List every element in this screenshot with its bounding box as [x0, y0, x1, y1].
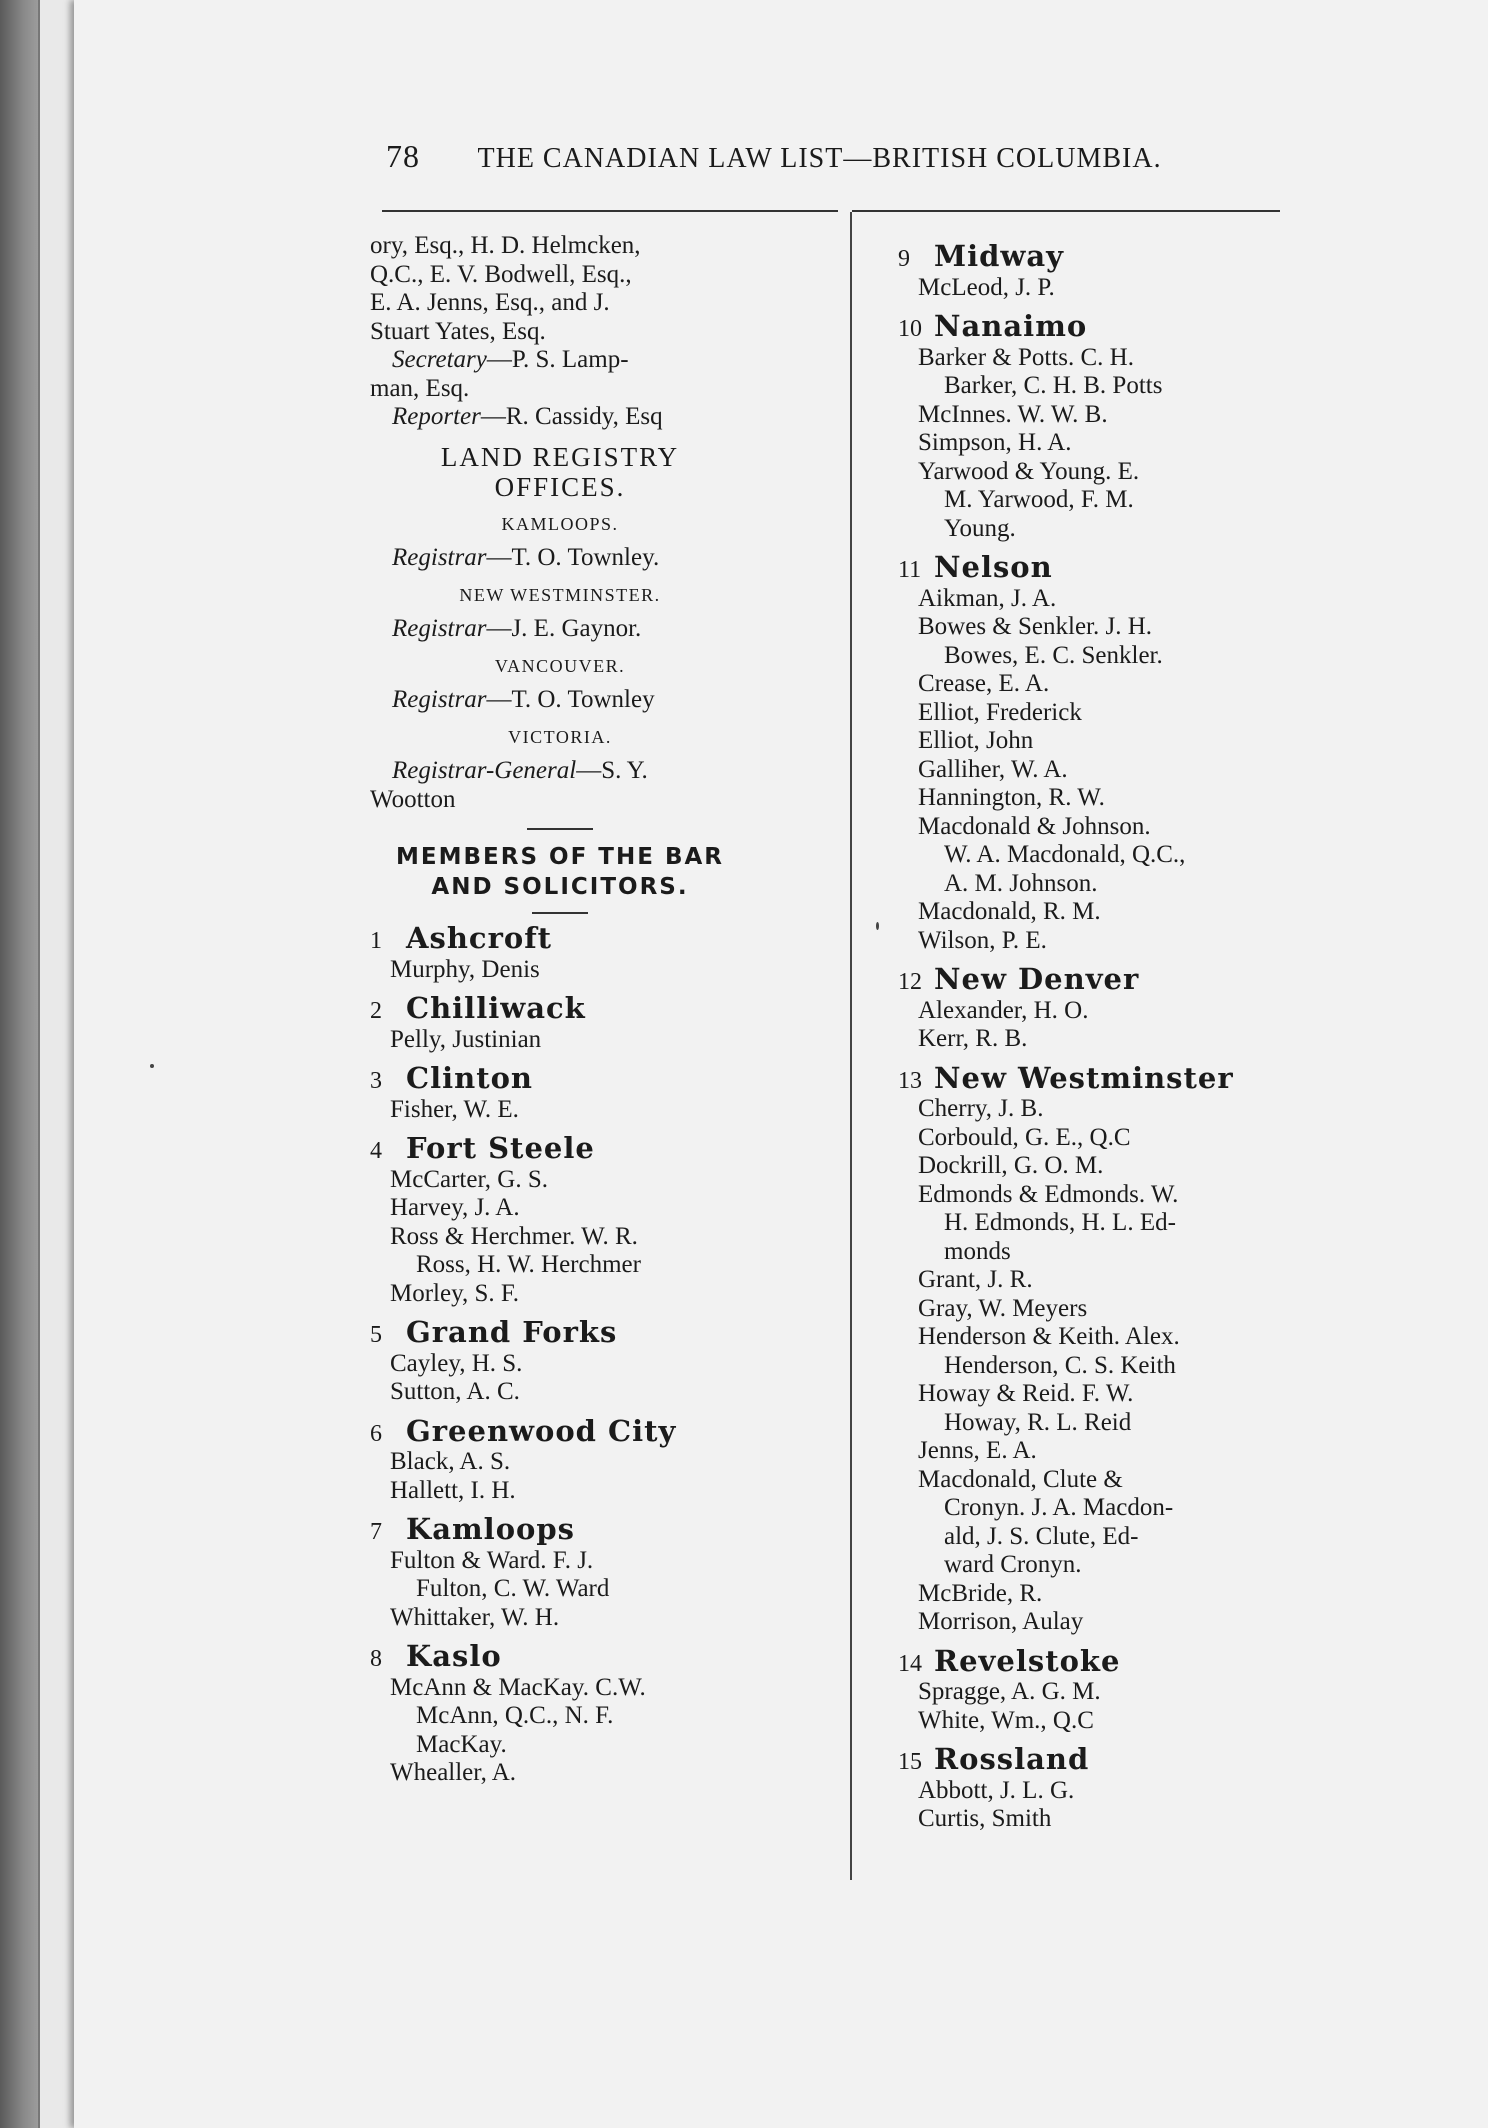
solicitor-entry: Curtis, Smith — [918, 1805, 1052, 1832]
town-name: Ashcroft — [406, 921, 553, 955]
town-heading — [370, 1639, 750, 1674]
solicitor-entry: Aikman, J. A. — [918, 584, 1057, 612]
members-heading: MEMBERS OF THE BAR AND SOLICITORS. — [396, 844, 724, 900]
right-column — [898, 232, 1288, 1834]
solicitor-entry: Hallett, I. H. — [390, 1476, 516, 1504]
solicitor-entry: Simpson, H. A. — [918, 429, 1072, 456]
registrar-name: —T. O. Townley — [486, 686, 655, 713]
solicitor-entry: Whealler, A. — [390, 1759, 517, 1786]
solicitor-entry: MacKay. — [416, 1730, 507, 1758]
town-heading — [370, 1061, 750, 1096]
town-heading — [898, 1060, 1288, 1096]
secretary-cont: man, Esq. — [370, 374, 470, 402]
solicitor-entry: ward Cronyn. — [944, 1551, 1082, 1578]
paper-speck — [150, 1064, 154, 1068]
town-name: Chilliwack — [406, 991, 586, 1025]
town-number: 10 — [898, 316, 922, 342]
solicitor-entry: H. Edmonds, H. L. Ed- — [944, 1209, 1176, 1236]
town-number: 12 — [898, 969, 922, 995]
registrar-name: —S. Y. — [576, 757, 648, 784]
town-name: Kaslo — [406, 1639, 502, 1673]
registrar-label: Registrar — [392, 544, 487, 571]
secretary-line: Secretary—P. S. Lamp- — [392, 346, 629, 373]
town-name: Kamloops — [406, 1512, 575, 1546]
solicitor-entry: Cherry, J. B. — [918, 1095, 1044, 1122]
solicitor-entry: Grant, J. R. — [918, 1266, 1033, 1293]
town-name: New Westminster — [934, 1060, 1234, 1095]
solicitor-entry: Crease, E. A. — [918, 670, 1050, 697]
solicitor-entry: Young. — [944, 514, 1016, 542]
town-heading — [370, 1413, 750, 1449]
town-number: 1 — [370, 928, 382, 954]
town-number: 7 — [370, 1519, 382, 1545]
left-top-block — [370, 232, 750, 346]
town-name: Nanaimo — [934, 309, 1088, 343]
town-heading — [370, 921, 750, 956]
solicitor-entry: monds — [944, 1237, 1011, 1265]
registrar-line — [370, 544, 750, 573]
solicitor-entry: Yarwood & Young. E. — [918, 457, 1140, 485]
text-line: ory, Esq., H. D. Helmcken, — [370, 232, 641, 259]
solicitor-entry: McBride, R. — [918, 1579, 1043, 1607]
solicitor-entry: Gray, W. Meyers — [918, 1294, 1088, 1322]
solicitor-entry: McLeod, J. P. — [918, 273, 1055, 301]
registry-office: KAMLOOPS. — [501, 513, 619, 534]
town-name: Clinton — [406, 1061, 534, 1095]
town-heading — [370, 1131, 750, 1166]
registrar-cont: Wootton — [370, 785, 456, 813]
solicitor-entry: Elliot, John — [918, 727, 1034, 754]
solicitor-entry: Henderson, C. S. Keith — [944, 1351, 1176, 1379]
solicitor-entry: Morley, S. F. — [390, 1279, 520, 1307]
solicitor-entry: Barker, C. H. B. Potts — [944, 372, 1163, 399]
town-name: Greenwood City — [406, 1413, 677, 1448]
land-registry-heading: LAND REGISTRY OFFICES. — [440, 441, 680, 502]
left-column — [370, 232, 750, 1788]
solicitor-entry: Morrison, Aulay — [918, 1608, 1084, 1635]
running-header — [386, 138, 1286, 175]
solicitor-entry: M. Yarwood, F. M. — [944, 486, 1134, 513]
registrar-line — [370, 757, 750, 786]
town-number: 8 — [370, 1646, 382, 1672]
solicitor-entry: Wilson, P. E. — [918, 926, 1047, 954]
town-number: 3 — [370, 1068, 382, 1094]
text-line: E. A. Jenns, Esq., and J. — [370, 289, 610, 316]
solicitor-entry: Alexander, H. O. — [918, 996, 1089, 1024]
town-heading — [370, 991, 750, 1026]
town-name: Fort Steele — [406, 1131, 595, 1165]
solicitor-entry: Bowes, E. C. Senkler. — [944, 641, 1163, 669]
solicitor-entry: Elliot, Frederick — [918, 698, 1082, 726]
solicitor-entry: McAnn, Q.C., N. F. — [416, 1702, 614, 1729]
section-divider-2 — [532, 912, 588, 914]
town-name: New Denver — [934, 962, 1140, 996]
town-number: 5 — [370, 1322, 382, 1348]
header-title: THE CANADIAN LAW LIST—BRITISH COLUMBIA. — [477, 143, 1162, 174]
town-number: 13 — [898, 1067, 922, 1094]
town-name: Grand Forks — [406, 1315, 618, 1349]
town-heading — [898, 309, 1288, 344]
solicitor-entry: Howay, R. L. Reid — [944, 1408, 1132, 1436]
registry-office: VANCOUVER. — [494, 655, 626, 676]
solicitor-entry: Whittaker, W. H. — [390, 1603, 560, 1631]
registrar-line — [370, 686, 750, 715]
solicitor-entry: Ross, H. W. Herchmer — [416, 1251, 641, 1278]
town-name: Midway — [934, 239, 1065, 273]
solicitor-entry: Henderson & Keith. Alex. — [918, 1323, 1180, 1350]
solicitor-entry: Cayley, H. S. — [390, 1349, 523, 1377]
town-number: 14 — [898, 1650, 922, 1677]
solicitor-entry: Murphy, Denis — [390, 955, 540, 983]
column-divider — [850, 212, 852, 1880]
reporter-line: Reporter—R. Cassidy, Esq — [392, 403, 663, 430]
solicitor-entry: W. A. Macdonald, Q.C., — [944, 841, 1186, 868]
town-heading — [898, 1643, 1288, 1679]
solicitor-entry: Pelly, Justinian — [390, 1025, 542, 1053]
towns-left-list — [370, 921, 750, 1788]
town-number: 9 — [898, 246, 910, 272]
solicitor-entry: Barker & Potts. C. H. — [918, 343, 1134, 371]
registry-office: VICTORIA. — [508, 726, 612, 747]
town-name: Rossland — [934, 1742, 1090, 1776]
solicitor-entry: Bowes & Senkler. J. H. — [918, 613, 1153, 640]
solicitor-entry: McAnn & MacKay. C.W. — [390, 1673, 646, 1701]
registrar-name: —T. O. Townley. — [486, 544, 660, 571]
header-rule-left — [382, 210, 838, 212]
solicitor-entry: McCarter, G. S. — [390, 1165, 548, 1193]
solicitor-entry: A. M. Johnson. — [944, 869, 1098, 897]
solicitor-entry: Fulton & Ward. F. J. — [390, 1546, 594, 1574]
solicitor-entry: Galliher, W. A. — [918, 755, 1068, 783]
registry-office: NEW WESTMINSTER. — [459, 584, 661, 605]
solicitor-entry: Ross & Herchmer. W. R. — [390, 1222, 638, 1250]
solicitor-entry: Jenns, E. A. — [918, 1437, 1037, 1464]
solicitor-entry: Black, A. S. — [390, 1448, 511, 1475]
towns-right-list — [898, 239, 1288, 1834]
page-number: 78 — [386, 138, 420, 174]
solicitor-entry: Sutton, A. C. — [390, 1378, 520, 1405]
solicitor-entry: McInnes. W. W. B. — [918, 400, 1108, 428]
solicitor-entry: White, Wm., Q.C — [918, 1706, 1094, 1734]
solicitor-entry: Dockrill, G. O. M. — [918, 1152, 1104, 1179]
solicitor-entry: Macdonald, R. M. — [918, 898, 1101, 925]
registrar-label: Registrar — [392, 686, 487, 713]
registrar-line — [370, 615, 750, 644]
town-number: 6 — [370, 1420, 382, 1447]
solicitor-entry: Corbould, G. E., Q.C — [918, 1123, 1131, 1151]
town-heading — [370, 1512, 750, 1547]
town-heading — [898, 962, 1288, 997]
solicitor-entry: Fulton, C. W. Ward — [416, 1575, 610, 1602]
section-divider — [527, 828, 593, 830]
solicitor-entry: Spragge, A. G. M. — [918, 1678, 1101, 1705]
solicitor-entry: Hannington, R. W. — [918, 784, 1105, 811]
solicitor-entry: Howay & Reid. F. W. — [918, 1380, 1134, 1407]
paper-speck — [876, 922, 879, 930]
registries-list — [370, 510, 750, 815]
town-name: Nelson — [934, 550, 1053, 584]
solicitor-entry: Kerr, R. B. — [918, 1025, 1028, 1052]
registrar-label: Registrar — [392, 615, 487, 642]
solicitor-entry: Macdonald, Clute & — [918, 1465, 1123, 1493]
town-heading — [370, 1315, 750, 1350]
solicitor-entry: Macdonald & Johnson. — [918, 812, 1151, 840]
solicitor-entry: Abbott, J. L. G. — [918, 1776, 1075, 1804]
solicitor-entry: Fisher, W. E. — [390, 1095, 519, 1123]
solicitor-entry: Cronyn. J. A. Macdon- — [944, 1494, 1174, 1521]
solicitor-entry: ald, J. S. Clute, Ed- — [944, 1522, 1139, 1550]
solicitor-entry: Harvey, J. A. — [390, 1194, 520, 1221]
header-rule-right — [852, 210, 1280, 212]
town-number: 4 — [370, 1138, 382, 1164]
town-number: 15 — [898, 1749, 922, 1775]
town-heading — [898, 1742, 1288, 1777]
registrar-label: Registrar-General — [392, 757, 577, 784]
solicitor-entry: Edmonds & Edmonds. W. — [918, 1180, 1179, 1208]
town-heading — [898, 550, 1288, 585]
registrar-name: —J. E. Gaynor. — [486, 615, 642, 642]
town-number: 11 — [898, 557, 922, 583]
text-line: Stuart Yates, Esq. — [370, 317, 546, 345]
town-number: 2 — [370, 998, 382, 1024]
text-line: Q.C., E. V. Bodwell, Esq., — [370, 260, 632, 288]
town-name: Revelstoke — [934, 1643, 1121, 1678]
town-heading — [898, 239, 1288, 274]
